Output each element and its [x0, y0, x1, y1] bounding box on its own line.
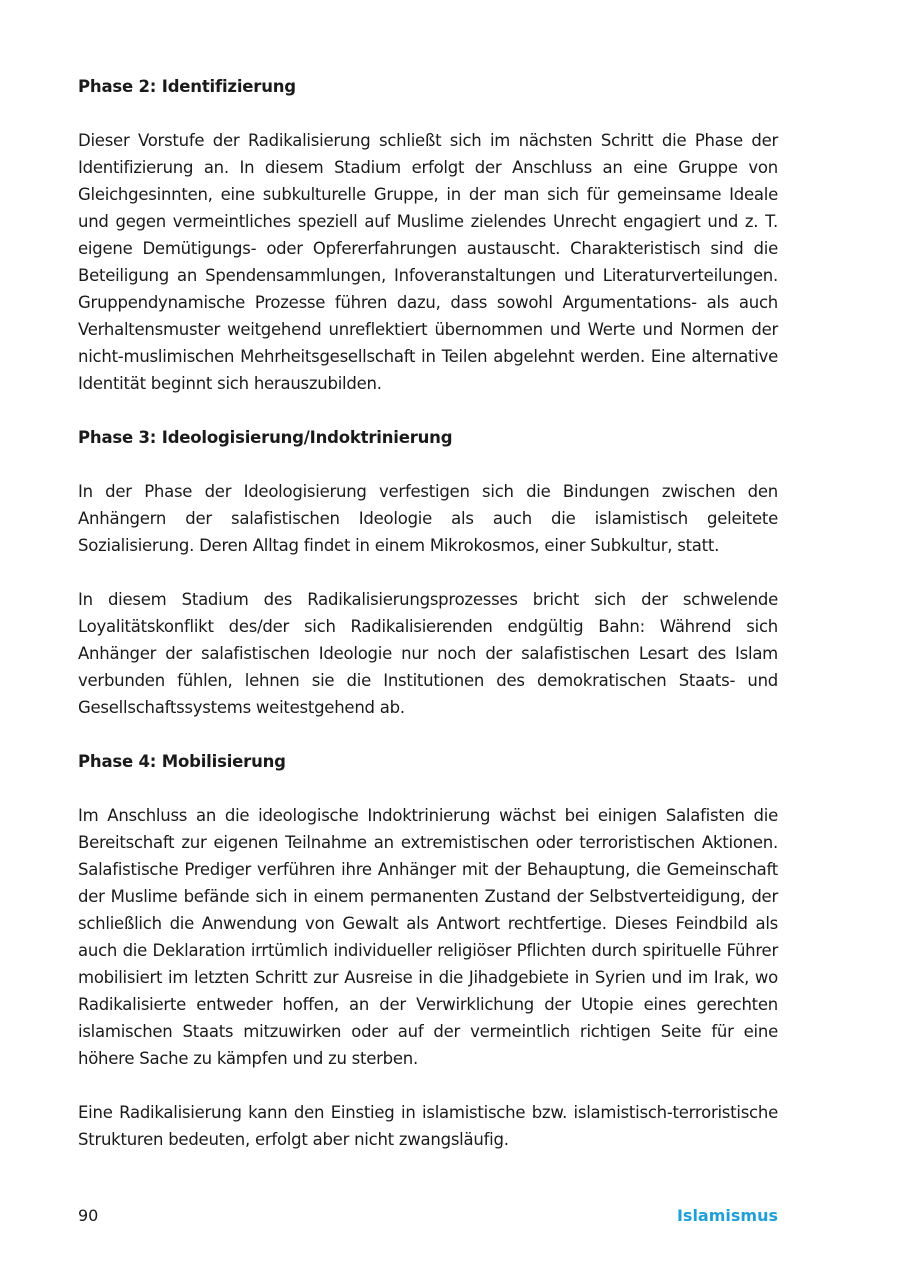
section-heading-phase-3: Phase 3: Ideologisierung/Indoktrinierung	[78, 428, 453, 447]
page-number: 90	[78, 1206, 99, 1225]
document-page	[78, 0, 778, 1276]
section-heading-phase-2: Phase 2: Identifizierung	[78, 77, 296, 96]
paragraph-phase-3-b: In diesem Stadium des Radikalisierungsprozesses bricht sich der schwelende Loyalitätskonflikt des/der sich Radikalisierenden endgültig Bahn: Während sich Anhänger der salafistischen Ideologie nur noch der salafistischen Lesart des Islam verbunden fühlen, lehnen sie die Institutionen des demokratischen Staats- und Gesellschaftssystems weitestgehend ab.	[78, 590, 778, 717]
paragraph-phase-2: Dieser Vorstufe der Radikalisierung schließt sich im nächsten Schritt die Phase der Identifizierung an. In diesem Stadium erfolgt der Anschluss an eine Gruppe von Gleichgesinnten, eine subkulturelle Gruppe, in der man sich für gemeinsame Ideale und gegen vermeintliches speziell auf Muslime zielendes Unrecht engagiert und z. T. eigene Demütigungs- oder Opfererfahrungen austauscht. Charakteristisch sind die Beteiligung an Spendensammlungen, Infoveranstaltungen und Literaturverteilungen. Gruppendynamische Prozesse führen dazu, dass sowohl Argumentations- als auch Verhaltensmuster weitgehend unreflektiert übernommen und Werte und Normen der nicht-muslimischen Mehrheitsgesellschaft in Teilen abgelehnt werden. Eine alternative Identität beginnt sich herauszubilden.	[78, 131, 778, 393]
page-footer	[78, 1204, 778, 1228]
paragraph-phase-3-a: In der Phase der Ideologisierung verfestigen sich die Bindungen zwischen den Anhängern der salafistischen Ideologie als auch die islamistisch geleitete Sozialisierung. Deren Alltag findet in einem Mikrokosmos, einer Subkultur, statt.	[78, 482, 778, 555]
section-heading-phase-4: Phase 4: Mobilisierung	[78, 752, 286, 771]
page-content	[78, 73, 778, 1153]
running-section-title: Islamismus	[676, 1206, 778, 1225]
paragraph-phase-4-a: Im Anschluss an die ideologische Indoktrinierung wächst bei einigen Salafisten die Bereitschaft zur eigenen Teilnahme an extremistischen oder terroristischen Aktionen. Salafistische Prediger verführen ihre Anhänger mit der Behauptung, die Gemeinschaft der Muslime befände sich in einem permanenten Zustand der Selbstverteidigung, der schließlich die Anwendung von Gewalt als Antwort rechtfertige. Dieses Feindbild als auch die Deklaration irrtümlich individueller religiöser Pflichten durch spirituelle Führer mobilisiert im letzten Schritt zur Ausreise in die Jihadgebiete in Syrien und im Irak, wo Radikalisierte entweder hoffen, an der Verwirklichung der Utopie eines gerechten islamischen Staats mitzuwirken oder auf der vermeintlich richtigen Seite für eine höhere Sache zu kämpfen und zu sterben.	[78, 806, 778, 1068]
paragraph-phase-4-b: Eine Radikalisierung kann den Einstieg in islamistische bzw. islamistisch-terroristische Strukturen bedeuten, erfolgt aber nicht zwangsläufig.	[78, 1103, 778, 1149]
